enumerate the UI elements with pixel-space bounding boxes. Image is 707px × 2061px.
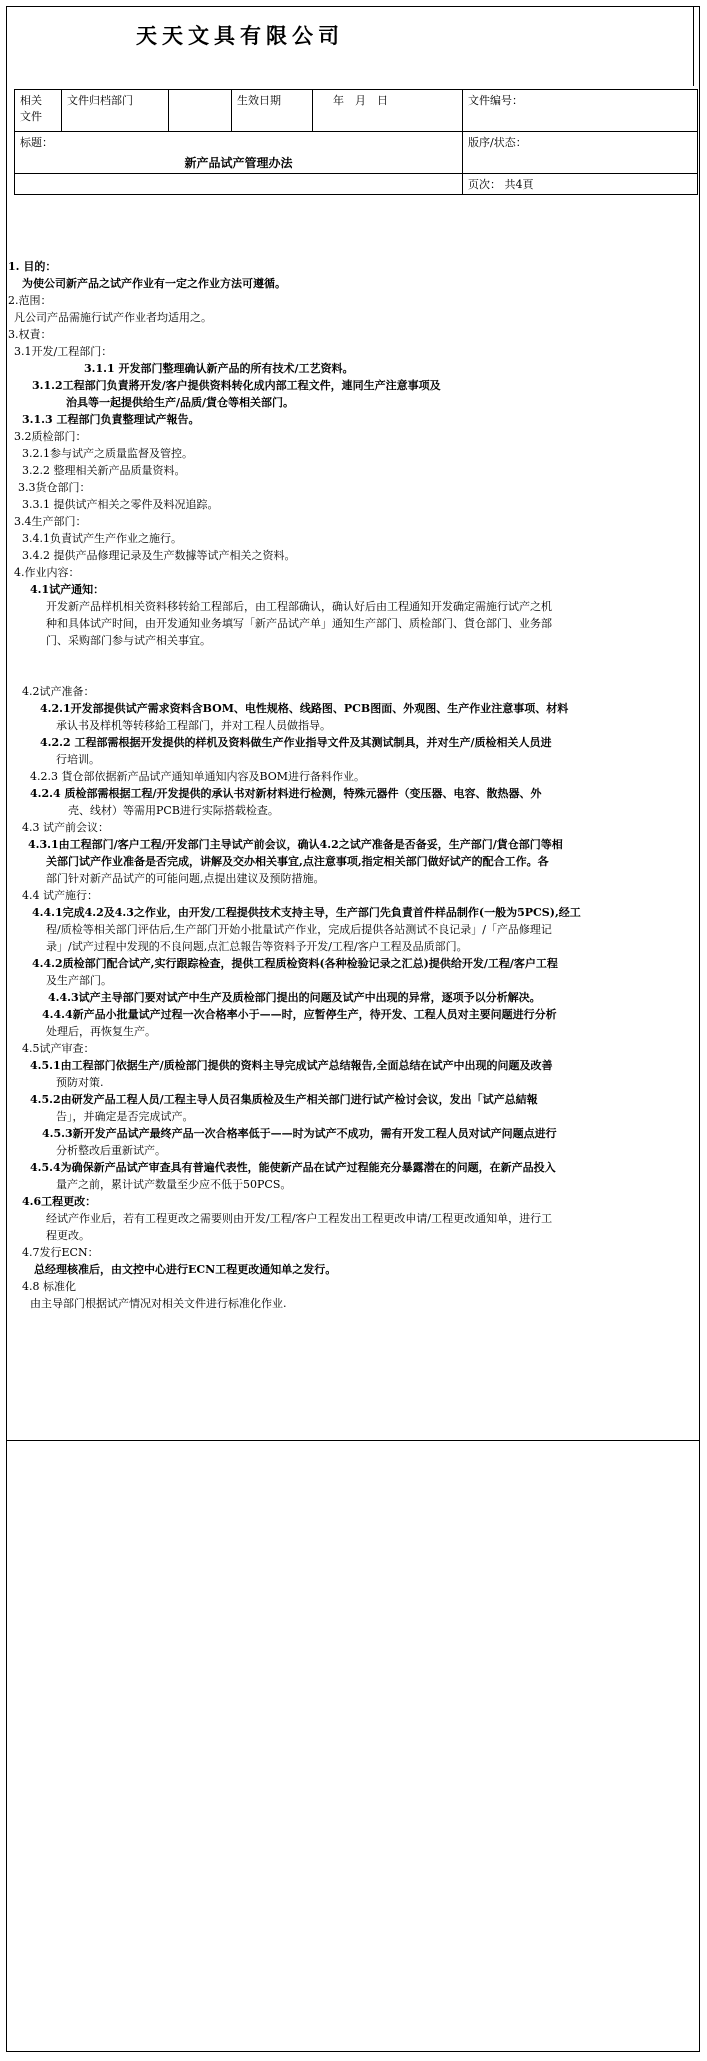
body-line: 4.7发行ECN： [22,1246,99,1259]
body-line: 程/质检等相关部门评估后,生产部门开始小批量试产作业，完成后提供各站测试不良记录」/「产品修理记 [46,923,552,936]
body-line: 3.1.3 工程部门负責整理试产報告。 [22,413,200,426]
body-line: 量产之前，累计试产数量至少应不低于50PCS。 [56,1178,292,1191]
document-title: 新产品试产管理办法 [184,156,293,170]
body-line: 4.6工程更改： [22,1195,97,1208]
content-end-divider [6,1440,700,1441]
body-line: 3.3货仓部门： [18,481,91,494]
body-line: 4.5试产审查： [22,1042,95,1055]
body-line: 4.2.1开发部提供试产需求资料含BOM、电性规格、线路图、PCB图面、外观图、生产作业注意事项、材料 [40,702,569,715]
archive-dept-value [169,90,232,132]
body-line: 4.5.2由研发产品工程人员/工程主导人员召集质检及生产相关部门进行试产检讨会议，发出「试产总結報 [30,1093,538,1106]
body-line: 行培训。 [56,753,100,766]
document-body [8,258,698,1312]
page-info: 页次： 共4頁 [463,174,698,195]
body-line: 开发新产品样机相关资料移转給工程部后，由工程部确认，确认好后由工程通知开发确定需施行试产之机 [46,600,552,613]
related-docs-label: 相关 文件 [15,90,62,132]
body-line: 4.2试产准备： [22,685,95,698]
body-line: 部门针对新产品试产的可能问题,点提出建议及预防措施。 [46,872,325,885]
body-line: 3.权責： [8,328,52,341]
body-line: 3.1开发/工程部门： [14,345,113,358]
body-line: 门、采购部门参与试产相关事宜。 [46,634,211,647]
page-info-spacer [15,174,463,195]
body-line: 为使公司新产品之试产作业有一定之作业方法可遵循。 [22,277,286,290]
body-line: 总经理核准后，由文控中心进行ECN工程更改通知单之发行。 [34,1263,337,1276]
body-line: 承认书及样机等转移給工程部门，并对工程人员做指导。 [56,719,331,732]
body-line: 4.4.1完成4.2及4.3之作业，由开发/工程提供技术支持主导，生产部门先負責首件样品制作(一般为5PCS),经工 [32,906,581,919]
body-line: 3.2质检部门： [14,430,87,443]
body-line: 4.5.3新开发产品试产最终产品一次合格率低于——时为试产不成功，需有开发工程人员对试产问题点进行 [42,1127,557,1140]
body-line: 凡公司产品需施行试产作业者均适用之。 [14,311,212,324]
company-name: 天天文具有限公司 [136,23,344,48]
body-line: 4.4.3试产主导部门要对试产中生产及质检部门提出的问题及试产中出现的异常，逐项予以分析解决。 [48,991,541,1004]
title-label: 标题： [20,136,53,149]
body-line: 4.2.4 质检部需根据工程/开发提供的承认书对新材料进行检测，特殊元器件（变压器、电容、散热器、外 [30,787,542,800]
title-box [6,6,694,86]
body-line: 1. 目的： [8,260,57,273]
effective-date-label: 生效日期 [232,90,313,132]
header-table [14,89,698,195]
body-line: 4.4.2质检部门配合试产,实行跟踪检查，提供工程质检资料(各种检验记录之汇总)提供给开发/工程/客户工程 [32,957,558,970]
body-line: 4.3.1由工程部门/客户工程/开发部门主导试产前会议，确认4.2之试产准备是否备妥，生产部门/貨仓部门等相 [28,838,563,851]
body-line: 3.1.1 开发部门整理确认新产品的所有技术/工艺资料。 [84,362,354,375]
body-line: 种和具体试产时间，由开发通知业务填写「新产品试产单」通知生产部门、质检部门、貨仓部门、业务部 [46,617,552,630]
body-line: 告」，并确定是否完成试产。 [56,1110,194,1123]
body-line: 预防对策. [56,1076,104,1089]
body-line: 由主导部门根据试产情况对相关文件进行标准化作业. [30,1297,287,1310]
body-line: 关部门试产作业准备是否完成，讲解及交办相关事宜,点注意事项,指定相关部门做好试产的配合工作。各 [46,855,549,868]
body-line: 处理后，再恢复生产。 [46,1025,156,1038]
body-line: 4.8 标准化 [22,1280,76,1293]
body-line: 治具等一起提供给生产/品质/貨仓等相关部门。 [66,396,295,409]
body-line: 分析整改后重新试产。 [56,1144,166,1157]
effective-date-value: 年 月 日 [313,90,463,132]
body-line: 壳、线材）等需用PCB进行实际搭载检查。 [68,804,279,817]
body-line: 4.作业内容： [14,566,80,579]
body-line: 4.5.1由工程部门依据生产/质检部门提供的资料主导完成试产总结報告,全面总结在试产中出现的问题及改善 [30,1059,553,1072]
archive-dept-label: 文件归档部门 [62,90,169,132]
body-line: 4.5.4为确保新产品试产审查具有普遍代表性，能使新产品在试产过程能充分暴露潜在的问题，在新产品投入 [30,1161,556,1174]
body-line: 4.3 试产前会议： [22,821,109,834]
body-line: 4.1试产通知： [30,583,105,596]
body-line [8,666,698,683]
body-line: 4.2.2 工程部需根据开发提供的样机及资料做生产作业指导文件及其测试制具，并对生产/质检相关人员进 [40,736,552,749]
body-line: 录」/试产过程中发现的不良问题,点汇总報告等资料予开发/工程/客户工程及品质部门。 [46,940,468,953]
body-line: 4.4 试产施行： [22,889,98,902]
body-line: 及生产部门。 [46,974,112,987]
body-line [8,649,698,666]
body-line: 3.3.1 提供试产相关之零件及料况追踪。 [22,498,219,511]
body-line: 2.范围： [8,294,52,307]
doc-number-label: 文件编号： [463,90,698,132]
body-line: 3.4.1负責试产生产作业之施行。 [22,532,182,545]
body-line: 3.4.2 提供产品修理记录及生产数據等试产相关之资料。 [22,549,296,562]
title-cell [15,132,463,174]
body-line: 3.4生产部门： [14,515,87,528]
body-line: 3.2.2 整理相关新产品质量资料。 [22,464,186,477]
version-label: 版序/状态： [463,132,698,174]
body-line: 4.4.4新产品小批量试产过程一次合格率小于——时，应暂停生产，待开发、工程人员对主要问题进行分析 [42,1008,557,1021]
body-line: 3.1.2工程部门负責將开发/客户提供资料转化成内部工程文件，連同生产注意事项及 [32,379,441,392]
body-line: 经试产作业后，若有工程更改之需要则由开发/工程/客户工程发出工程更改申请/工程更改通知单，进行工 [46,1212,553,1225]
body-line: 4.2.3 貨仓部依据新产品试产通知单通知内容及BOM进行备料作业。 [30,770,366,783]
body-line: 程更改。 [46,1229,90,1242]
body-line: 3.2.1参与试产之质量监督及管控。 [22,447,193,460]
